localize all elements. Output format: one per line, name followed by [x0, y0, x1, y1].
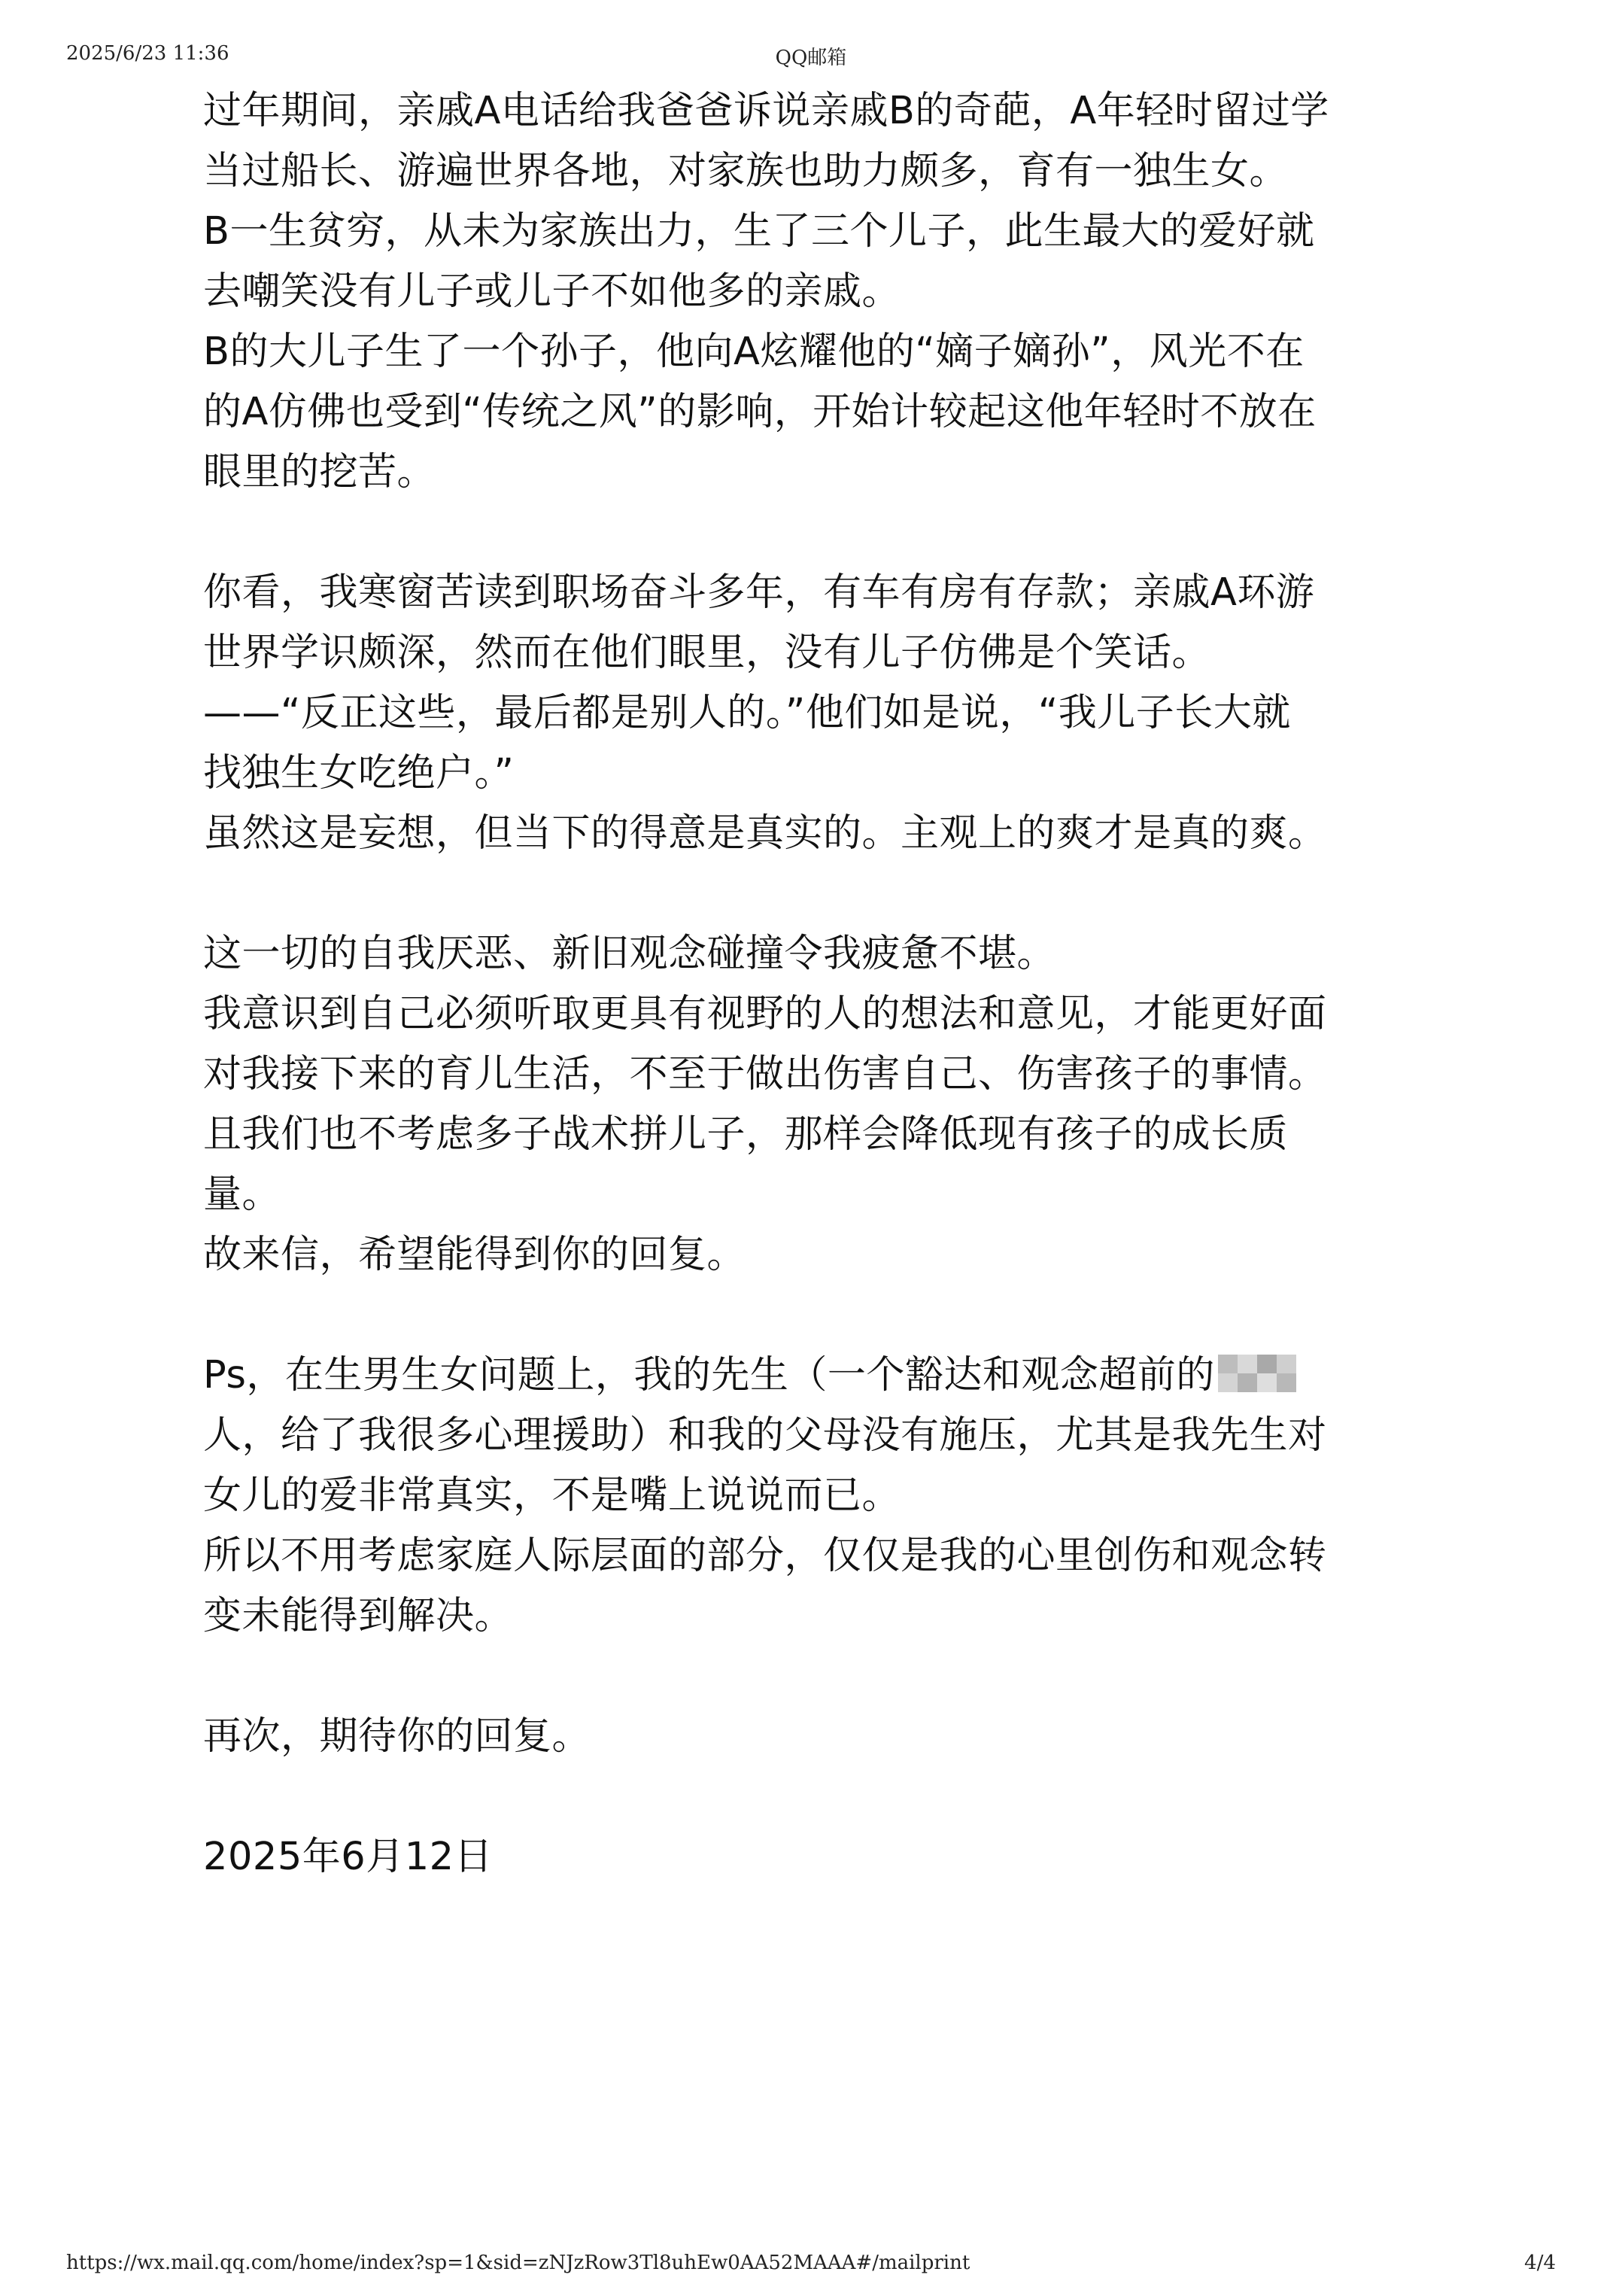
text-line	[203, 1346, 1437, 1406]
paragraph-gap	[203, 1647, 1437, 1707]
text-line: 的A仿佛也受到“传统之风”的影响，开始计较起这他年轻时不放在	[203, 390, 1317, 434]
text-line: 去嘲笑没有儿子或儿子不如他多的亲戚。	[203, 269, 901, 314]
redacted-mosaic	[1218, 1355, 1296, 1392]
text-line: 我意识到自己必须听取更具有视野的人的想法和意见，才能更好面	[203, 992, 1327, 1036]
text-line: 对我接下来的育儿生活，不至于做出伤害自己、伤害孩子的事情。	[203, 1052, 1327, 1096]
text-line: 量。	[203, 1172, 281, 1217]
text-line: 女儿的爱非常真实，不是嘴上说说而已。	[203, 1473, 901, 1518]
text-line: 故来信，希望能得到你的回复。	[203, 1233, 746, 1277]
print-url: https://wx.mail.qq.com/home/index?sp=1&sid=zNJzRow3Tl8uhEw0AA52MAAA#/mailprint	[66, 2252, 970, 2274]
text-line: 过年期间，亲戚A电话给我爸爸诉说亲戚B的奇葩，A年轻时留过学	[203, 89, 1329, 133]
letter-body	[203, 81, 1437, 1887]
paragraph-gap	[203, 1767, 1437, 1827]
text-line: 当过船长、游遍世界各地，对家族也助力颇多，育有一独生女。	[203, 149, 1289, 193]
text-line: 所以不用考虑家庭人际层面的部分，仅仅是我的心里创伤和观念转	[203, 1534, 1327, 1578]
text-line: B一生贫穷，从未为家族出力，生了三个儿子，此生最大的爱好就	[203, 209, 1315, 254]
text-line: 且我们也不考虑多子战术拼儿子，那样会降低现有孩子的成长质	[203, 1112, 1289, 1157]
paragraph-gap	[203, 864, 1437, 924]
closing-line: 再次，期待你的回复。	[203, 1714, 591, 1759]
paragraph-4	[203, 1346, 1437, 1647]
text-line: 你看，我寒窗苦读到职场奋斗多年，有车有房有存款；亲戚A环游	[203, 570, 1315, 615]
text-line-segment: Ps，在生男生女问题上，我的先生（一个豁达和观念超前的	[203, 1353, 1215, 1397]
paragraph-3	[203, 924, 1437, 1285]
text-line: 世界学识颇深，然而在他们眼里，没有儿子仿佛是个笑话。	[203, 631, 1211, 675]
page-number: 4/4	[1524, 2252, 1556, 2274]
text-line: 找独生女吃绝户。”	[203, 751, 515, 795]
paragraph-gap	[203, 1285, 1437, 1346]
paragraph-2	[203, 563, 1437, 864]
letter-date: 2025年6月12日	[203, 1835, 494, 1879]
text-line: 这一切的自我厌恶、新旧观念碰撞令我疲惫不堪。	[203, 932, 1056, 976]
paragraph-1	[203, 81, 1437, 503]
print-datetime: 2025/6/23 11:36	[66, 42, 229, 65]
paragraph-gap	[203, 503, 1437, 563]
print-page-title: QQ邮箱	[775, 47, 847, 69]
text-line: 变未能得到解决。	[203, 1594, 514, 1638]
text-line: 眼里的挖苦。	[203, 450, 436, 494]
text-line: B的大儿子生了一个孙子，他向A炫耀他的“嫡子嫡孙”，风光不在	[203, 330, 1305, 374]
text-line: 虽然这是妄想，但当下的得意是真实的。主观上的爽才是真的爽。	[203, 811, 1327, 856]
text-line: 人，给了我很多心理援助）和我的父母没有施压，尤其是我先生对	[203, 1413, 1327, 1458]
text-line: ——“反正这些，最后都是别人的。”他们如是说，“我儿子长大就	[203, 691, 1291, 735]
